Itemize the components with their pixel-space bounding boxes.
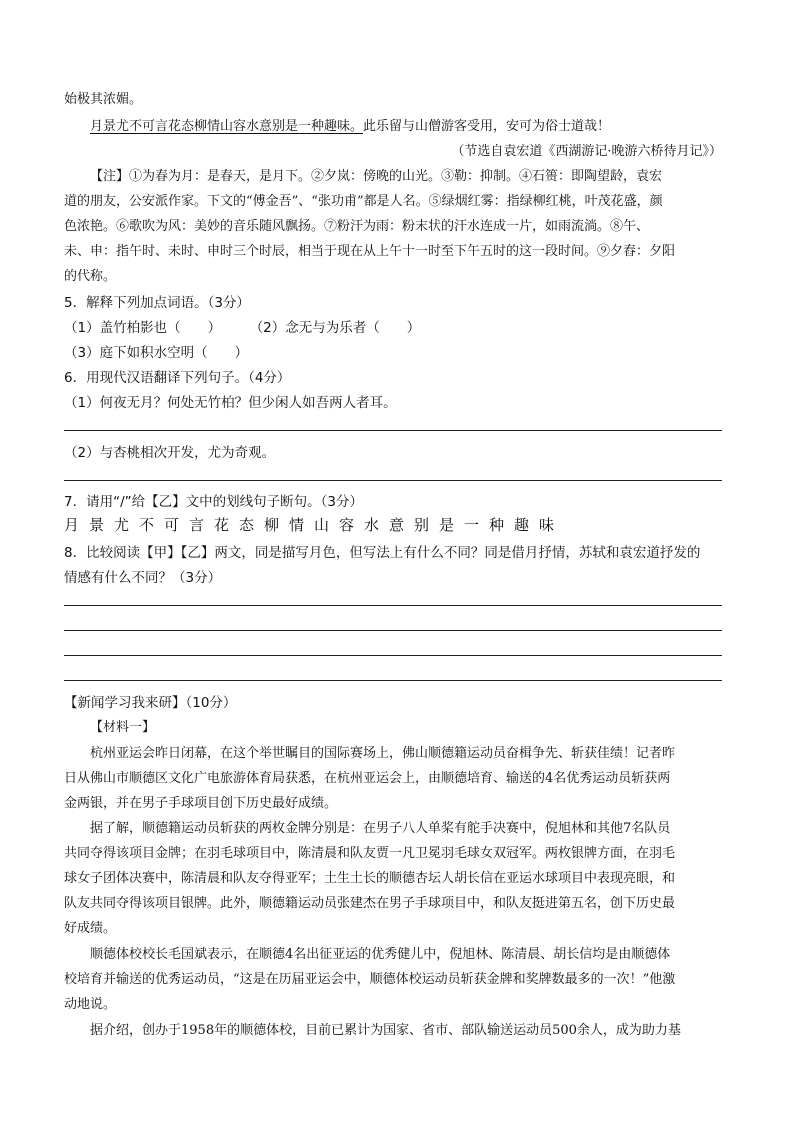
question-8-line-2: 情感有什么不同？（3分） — [64, 570, 222, 586]
answer-line[interactable] — [64, 480, 722, 481]
note-line: 道的朋友，公安派作家。下文的“傅金吾”、“张功甫”都是人名。⑤绿烟红雾：指绿柳红桃，叶茂花盛，颜 — [64, 194, 663, 209]
question-6-stem: 6．用现代汉语翻译下列句子。（4分） — [64, 370, 291, 386]
question-8-line-1: 8．比较阅读【甲】【乙】两文，同是描写月色，但写法上有什么不同？同是借月抒情，苏轼和袁宏道抒发的 — [64, 545, 701, 561]
news-line: 动地说。 — [64, 997, 117, 1012]
question-6-item-2: （2）与杏桃相次开发，尤为奇观。 — [64, 445, 276, 461]
answer-line[interactable] — [64, 605, 722, 606]
passage-source: （节选自袁宏道《西湖游记·晚游六桥待月记》） — [451, 144, 722, 159]
note-line: 色浓艳。⑥歌吹为风：美妙的音乐随风飘扬。⑦粉汗为雨：粉末状的汗水连成一片，如雨流淌。⑧午、 — [64, 219, 650, 234]
news-line: 共同夺得该项目金牌；在羽毛球项目中，陈清晨和队友贾一凡卫冕羽毛球女双冠军。两枚银牌方面，在羽毛 — [64, 846, 676, 861]
answer-line[interactable] — [64, 430, 722, 431]
question-6-item-1: （1）何夜无月？何处无竹柏？但少闲人如吾两人者耳。 — [64, 395, 397, 411]
underlined-sentence: 月景尤不可言花态柳情山容水意别是一种趣味。 — [90, 119, 364, 134]
note-line: 【注】①为春为月：是春天，是月下。②夕岚：傍晚的山光。③勒：抑制。④石篑：即陶望龄，袁宏 — [90, 169, 663, 184]
question-7-stem: 7．请用“/”给【乙】文中的划线句子断句。（3分） — [64, 494, 363, 510]
news-section-heading: 【新闻学习我来研】（10分） — [64, 695, 237, 711]
news-line: 好成绩。 — [64, 921, 117, 936]
news-line: 金两银，并在男子手球项目创下历史最好成绩。 — [64, 796, 338, 811]
question-5-item-1 — [64, 316, 420, 336]
passage-line — [90, 115, 610, 134]
note-line: 的代称。 — [64, 269, 117, 284]
question-7-sentence: 月景尤不可言花态柳情山容水意别是一种趣味 — [64, 516, 565, 534]
answer-line[interactable] — [64, 680, 722, 681]
news-line: 顺德体校校长毛国斌表示，在顺德4名出征亚运的优秀健儿中，倪旭林、陈清晨、胡长信均是由顺德体 — [90, 947, 671, 962]
news-line: 日从佛山市顺德区文化广电旅游体育局获悉，在杭州亚运会上，由顺德培育、输送的4名优秀运动员斩获两 — [64, 771, 671, 786]
passage-line: 始极其浓媚。 — [64, 92, 143, 107]
question-5-item-1-text: （1）盖竹柏影也（ ） — [64, 320, 222, 336]
news-line: 校培育并输送的优秀运动员，“这是在历届亚运会中，顺德体校运动员斩获金牌和奖牌数最多的一次！”他激 — [64, 972, 676, 987]
question-5-item-2-text: （2）念无与为乐者（ ） — [249, 320, 421, 336]
note-line: 未、申：指午时、未时、申时三个时辰，相当于现在从上午十一时至下午五时的这一段时间。⑨夕舂：夕阳 — [64, 244, 676, 259]
question-5-item-3: （3）庭下如积水空明（ ） — [64, 345, 249, 361]
news-line: 杭州亚运会昨日闭幕，在这个举世瞩目的国际赛场上，佛山顺德籍运动员奋楫争先、斩获佳绩！记者昨 — [90, 746, 676, 761]
answer-line[interactable] — [64, 630, 722, 631]
question-5-stem: 5．解释下列加点词语。（3分） — [64, 295, 250, 311]
news-line: 据介绍，创办于1958年的顺德体校，目前已累计为国家、省市、部队输送运动员500余人，成为助力基 — [90, 1023, 681, 1038]
news-line: 据了解，顺德籍运动员斩获的两枚金牌分别是：在男子八人单桨有舵手决赛中，倪旭林和其他7名队员 — [90, 821, 671, 836]
passage-text: 此乐留与山僧游客受用，安可为俗士道哉！ — [363, 119, 611, 134]
material-1-label: 【材料一】 — [90, 720, 156, 735]
news-line: 球女子团体决赛中，陈清晨和队友夺得亚军；土生土长的顺德杏坛人胡长信在亚运水球项目中表现亮眼，和 — [64, 871, 676, 886]
answer-line[interactable] — [64, 655, 722, 656]
news-line: 队友共同夺得该项目银牌。此外，顺德籍运动员张建杰在男子手球项目中，和队友挺进第五名，创下历史最 — [64, 896, 676, 911]
